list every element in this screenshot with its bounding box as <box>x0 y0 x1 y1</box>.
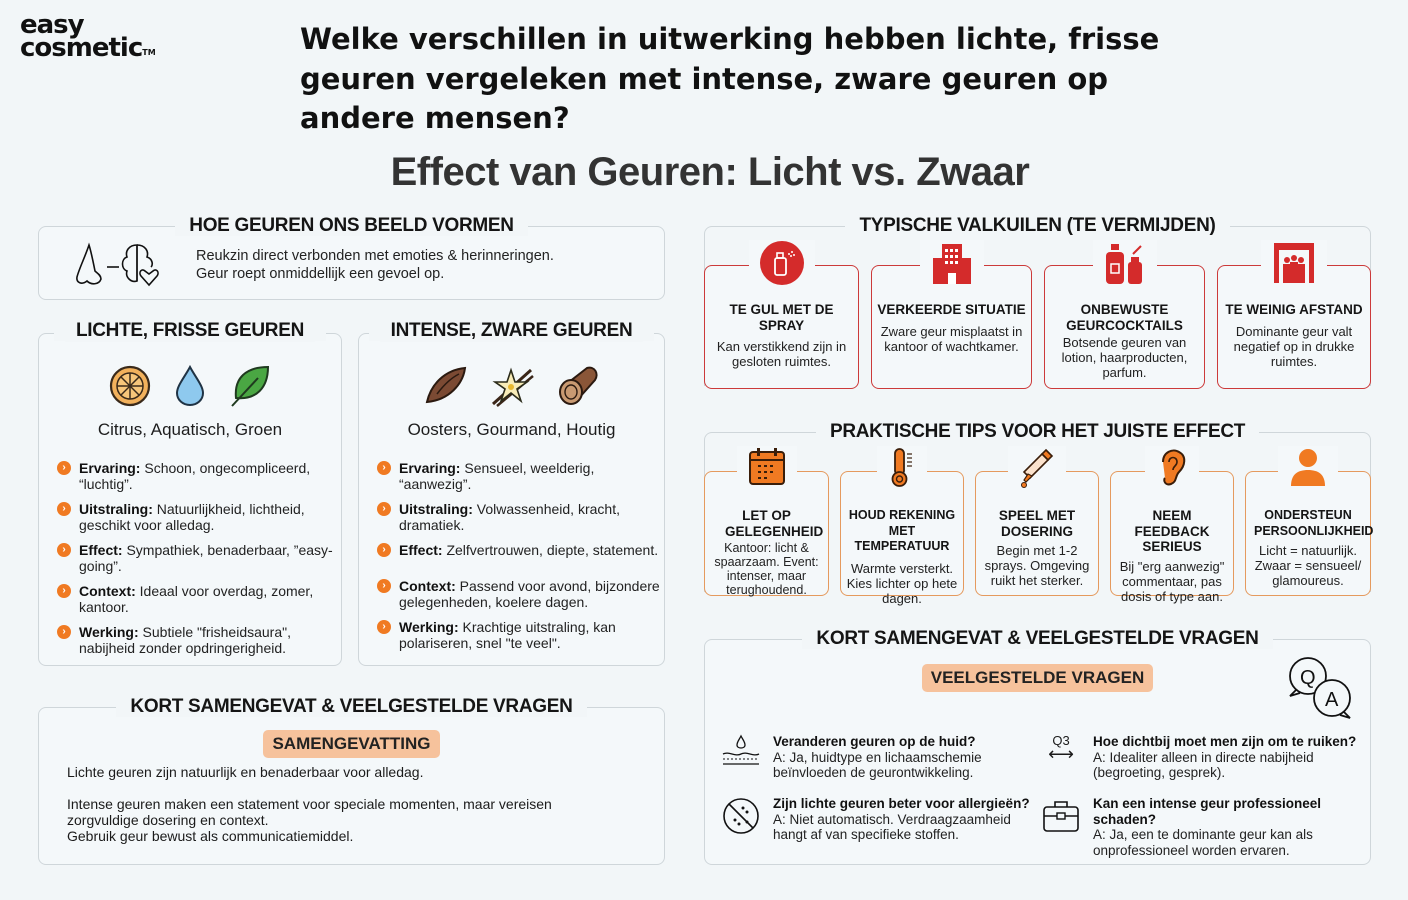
how-line2: Geur roept onmiddellijk een gevoel op. <box>196 266 445 282</box>
chevron-right-icon: › <box>57 543 71 557</box>
how-scents-panel <box>38 215 665 300</box>
leaf-icon <box>228 364 272 408</box>
dropper-icon <box>1018 446 1056 488</box>
list-item: › Ervaring: Schoon, ongecompliceerd, “luchtig”. <box>57 460 341 492</box>
pitfall-text: Kan verstikkend zijn in gesloten ruimtes. <box>716 339 847 369</box>
ear-icon <box>1155 446 1189 488</box>
nose-icon <box>73 241 173 287</box>
tip-text: Warmte versterkt. Kies lichter op hete dagen. <box>846 560 958 606</box>
list-item: › Werking: Krachtige uitstraling, kan polariseren, snel "te veel". <box>377 619 664 651</box>
cosmetic-bottles-icon <box>1103 240 1147 286</box>
pitfall-card <box>1044 265 1205 389</box>
office-building-icon <box>930 240 974 286</box>
faq-question: Veranderen geuren op de huid? <box>773 734 976 749</box>
how-line1: Reukzin direct verbonden met emoties & herinneringen. <box>196 248 554 264</box>
list-item: › Ervaring: Sensueel, weelderig, “aanwezig”. <box>377 460 664 492</box>
list-item: › Context: Ideaal voor overdag, zomer, kantoor. <box>57 583 341 615</box>
faq-item <box>721 796 1031 843</box>
heavy-subtitle: Oosters, Gourmand, Houtig <box>407 420 616 439</box>
water-drop-icon <box>170 364 210 408</box>
how-heading: HOE GEUREN ONS BEELD VORMEN <box>175 215 527 236</box>
crowded-elevator-icon <box>1271 240 1317 286</box>
faq-item <box>1041 734 1361 781</box>
faq-question: Hoe dichtbij moet men zijn om te ruiken? <box>1093 734 1357 749</box>
summary-p2: Intense geuren maken een statement voor speciale momenten, maar vereisen zorgvuldige dosering en context. <box>67 796 552 828</box>
faq-answer: A: Niet automatisch. Verdraagzaamheid hangt af van specifieke stoffen. <box>773 811 1011 842</box>
tip-title: LET OP GELEGENHEID <box>725 508 824 539</box>
pitfall-text: Zware geur misplaatst in kantoor of wachtkamer. <box>880 323 1023 354</box>
summary-panel <box>38 696 665 865</box>
list-item: › Effect: Zelfvertrouwen, diepte, statement. <box>377 542 664 558</box>
heavy-icons <box>359 364 664 408</box>
summary-p3: Gebruik geur bewust als communicatiemiddel. <box>67 828 354 844</box>
tip-card <box>1245 471 1374 596</box>
faq-answer: A: Ja, een te dominante geur kan als onprofessioneel worden ervaren. <box>1093 827 1313 858</box>
faq-answer: A: Ja, huidtype en lichaamschemie beïnvloeden de geurontwikkeling. <box>773 749 982 780</box>
wood-log-icon <box>555 364 601 408</box>
faq-question: Kan een intense geur professioneel schaden? <box>1093 796 1322 827</box>
faq-badge: VEELGESTELDE VRAGEN <box>922 664 1153 692</box>
summary-p1: Lichte geuren zijn natuurlijk en benaderbaar voor alledag. <box>67 764 424 780</box>
qa-bubbles-icon <box>1286 654 1354 720</box>
tip-text: Kantoor: licht & spaarzaam. Event: intenser, maar terughoudend. <box>714 541 819 597</box>
list-item: › Uitstraling: Volwassenheid, kracht, dramatiek. <box>377 501 664 533</box>
list-item: › Uitstraling: Natuurlijkheid, lichtheid, geschikt voor alledag. <box>57 501 341 533</box>
thermometer-icon <box>887 446 917 488</box>
tip-card <box>840 471 964 606</box>
pitfall-title: TE WEINIG AFSTAND <box>1225 302 1363 317</box>
cacao-pod-icon <box>423 364 469 408</box>
tip-title: SPEEL MET DOSERING <box>998 508 1076 539</box>
chevron-right-icon: › <box>377 543 391 557</box>
brain-heart-icon <box>123 245 159 285</box>
trademark: TM <box>142 48 156 57</box>
spray-bottle-icon <box>759 240 805 286</box>
chevron-right-icon: › <box>377 461 391 475</box>
chevron-right-icon: › <box>377 620 391 634</box>
tip-card <box>1110 471 1234 604</box>
tip-title: NEEM FEEDBACK SERIEUS <box>1134 508 1210 554</box>
pitfall-card <box>871 265 1032 389</box>
page-title: Effect van Geuren: Licht vs. Zwaar <box>390 150 1030 194</box>
tip-title: HOUD REKENING MET TEMPERATUUR <box>848 508 956 553</box>
question-heading: Welke verschillen in uitwerking hebben lichte, frisse geuren vergeleken met intense, zware geuren op andere mensen? <box>300 22 1160 135</box>
tip-text: Bij "erg aanwezig" commentaar, pas dosis of type aan. <box>1119 558 1225 604</box>
brand-line2: cosmetic™ <box>20 33 156 63</box>
brand-logo <box>20 10 156 63</box>
brand-line1: easy <box>20 10 84 40</box>
svg-text:Q: Q <box>1300 667 1316 689</box>
vanilla-flower-icon <box>487 364 537 408</box>
svg-text:A: A <box>1325 689 1339 711</box>
tip-text: Begin met 1-2 sprays. Omgeving ruikt het sterker. <box>984 543 1090 588</box>
skin-layers-icon <box>721 734 761 774</box>
heavy-bullet-list <box>377 460 664 651</box>
tip-title: ONDERSTEUN PERSOONLIJKHEID <box>1254 508 1374 538</box>
list-item: › Context: Passend voor avond, bijzondere gelegenheden, koelere dagen. <box>377 578 664 610</box>
pitfall-text: Dominante geur valt negatief op in drukke ruimtes. <box>1233 323 1355 369</box>
tips-heading: PRAKTISCHE TIPS VOOR HET JUISTE EFFECT <box>816 421 1259 442</box>
chevron-right-icon: › <box>57 625 71 639</box>
pitfall-title: ONBEWUSTE GEURCOCKTAILS <box>1066 302 1183 333</box>
heavy-scents-panel <box>358 320 665 666</box>
tip-text: Licht = natuurlijk. Zwaar = sensueel/ glamoureus. <box>1254 543 1362 588</box>
tip-card <box>704 471 829 596</box>
summary-heading: KORT SAMENGEVAT & VEELGESTELDE VRAGEN <box>116 696 586 717</box>
list-item: › Effect: Sympathiek, benaderbaar, ”easy-going”. <box>57 542 341 574</box>
light-scents-panel <box>38 320 342 666</box>
summary-badge: SAMENGEVATTING <box>263 730 439 758</box>
list-item: › Werking: Subtiele "frisheidsaura", nabijheid zonder opdringerigheid. <box>57 624 341 656</box>
nose-brain-icons <box>73 241 173 292</box>
light-bullet-list <box>57 460 341 656</box>
light-icons <box>39 364 341 408</box>
faq-item <box>1041 796 1361 858</box>
distance-arrow-icon: Q3 ⟷ <box>1048 733 1074 764</box>
light-subtitle: Citrus, Aquatisch, Groen <box>97 420 283 439</box>
pitfall-title: TE GUL MET DE SPRAY <box>729 302 834 333</box>
faq-panel <box>704 628 1371 865</box>
faq-item <box>721 734 1031 781</box>
chevron-right-icon: › <box>57 584 71 598</box>
citrus-icon <box>108 364 152 408</box>
faq-question: Zijn lichte geuren beter voor allergieën? <box>773 796 1030 811</box>
chevron-right-icon: › <box>57 461 71 475</box>
light-heading: LICHTE, FRISSE GEUREN <box>62 320 318 342</box>
pitfall-card <box>704 265 859 389</box>
tip-card <box>975 471 1099 596</box>
no-allergen-icon <box>721 796 761 836</box>
person-icon <box>1288 446 1328 488</box>
calendar-icon <box>747 446 787 488</box>
pitfall-title: VERKEERDE SITUATIE <box>877 302 1026 317</box>
faq-answer: A: Idealiter alleen in directe nabijheid (begroeting, gesprek). <box>1093 749 1314 780</box>
pitfalls-heading: TYPISCHE VALKUILEN (TE VERMIJDEN) <box>845 215 1229 236</box>
briefcase-icon <box>1041 796 1081 836</box>
chevron-right-icon: › <box>377 502 391 516</box>
faq-heading: KORT SAMENGEVAT & VEELGESTELDE VRAGEN <box>802 628 1272 649</box>
chevron-right-icon: › <box>57 502 71 516</box>
pitfall-card <box>1217 265 1371 389</box>
pitfall-text: Botsende geuren van lotion, haarproducten, parfum. <box>1061 335 1188 380</box>
chevron-right-icon: › <box>377 579 391 593</box>
heavy-heading: INTENSE, ZWARE GEUREN <box>377 320 647 342</box>
